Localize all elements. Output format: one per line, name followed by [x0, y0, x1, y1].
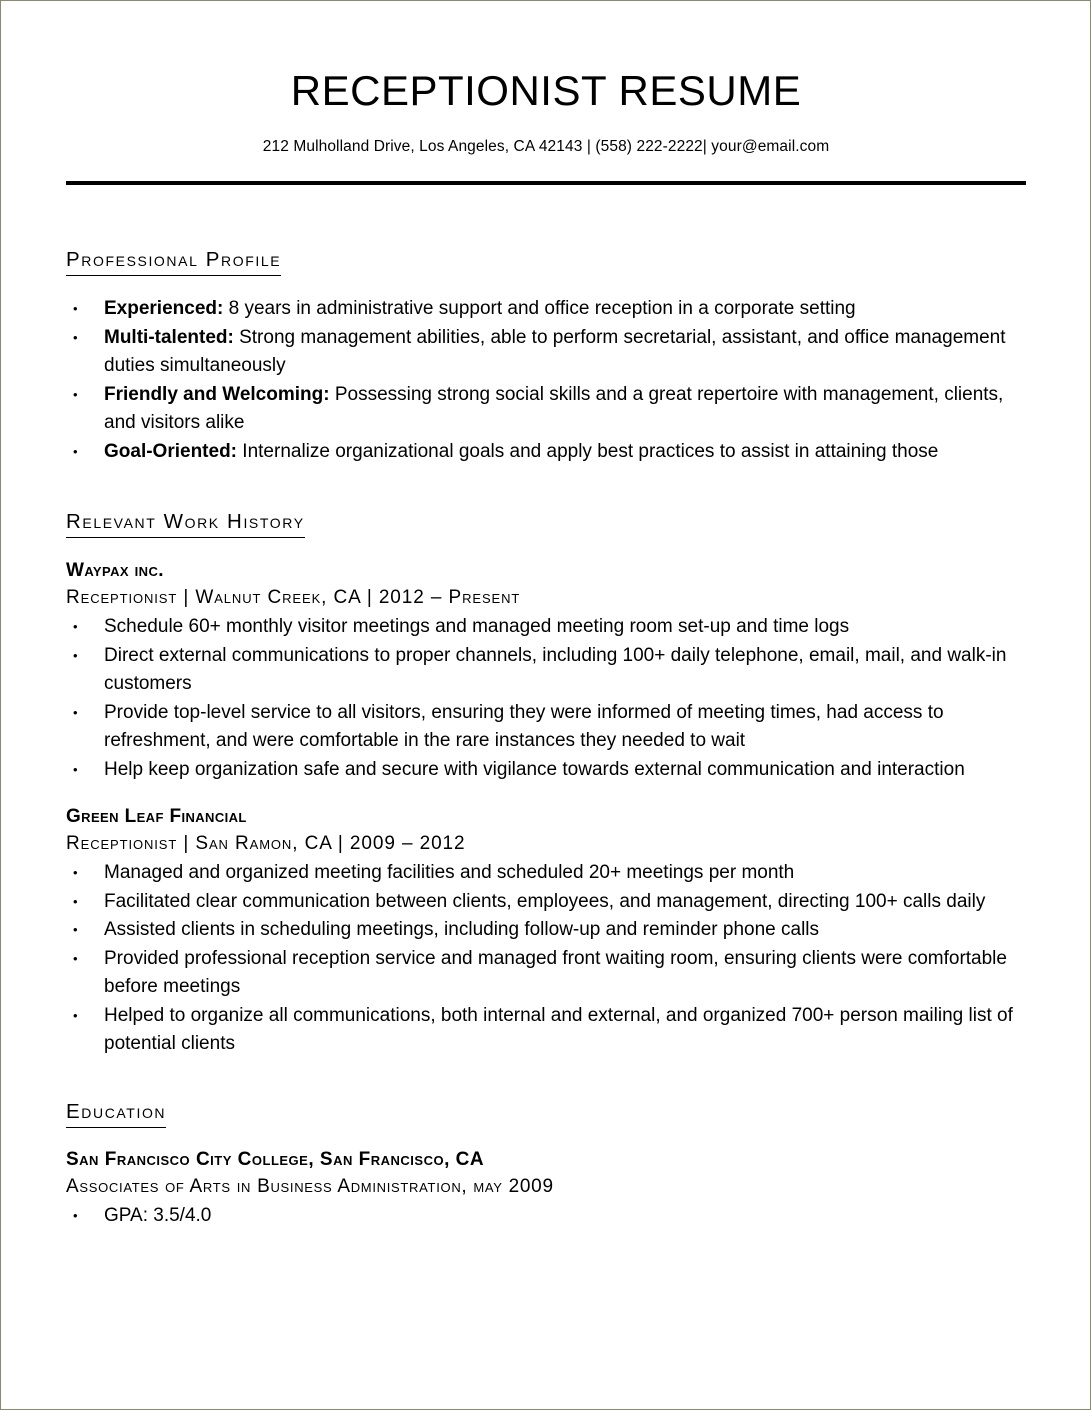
list-item-text: Provided professional reception service and managed front waiting room, ensuring clients were comfortable before meetings [104, 947, 1007, 997]
job-bullet-list [66, 613, 1026, 784]
section-heading-work-history: Relevant Work History [66, 509, 305, 538]
list-item-lead: Goal-Oriented: [104, 440, 238, 462]
job-entry-green-leaf-financial [66, 804, 1026, 1059]
job-title-location-dates: Receptionist | Walnut Creek, CA | 2012 – Present [66, 587, 521, 608]
list-item-text: Internalize organizational goals and apply best practices to assist in attaining those [237, 440, 939, 462]
bullet-icon: • [73, 950, 78, 966]
list-item [66, 1002, 1026, 1059]
list-item-text: GPA: 3.5/4.0 [104, 1204, 212, 1226]
education-bullet-list [66, 1202, 1026, 1231]
bullet-icon: • [73, 301, 78, 316]
list-item [66, 699, 1026, 756]
list-item-text: Strong management abilities, able to perform secretarial, assistant, and office management duties simultaneously [104, 326, 1006, 376]
job-company-name: Green Leaf Financial [66, 806, 247, 827]
list-item [66, 916, 1026, 945]
list-item [66, 945, 1026, 1002]
contact-line: 212 Mulholland Drive, Los Angeles, CA 42143 | (558) 222-2222| your@email.com [262, 138, 830, 155]
list-item-text: Facilitated clear communication between clients, employees, and management, directing 100+ calls daily [104, 890, 986, 912]
list-item [66, 295, 1026, 324]
bullet-icon: • [73, 893, 78, 909]
bullet-icon: • [73, 443, 78, 459]
bullet-icon: • [73, 386, 78, 402]
bullet-icon: • [73, 922, 78, 937]
section-education [66, 1099, 1026, 1231]
bullet-icon: • [73, 1007, 78, 1023]
profile-bullet-list [66, 295, 1026, 466]
list-item-text: Managed and organized meeting facilities and scheduled 20+ meetings per month [104, 862, 795, 883]
list-item [66, 438, 1026, 467]
list-item-lead: Multi-talented: [104, 326, 234, 348]
list-item [66, 756, 1026, 785]
list-item-text: Direct external communications to proper channels, including 100+ daily telephone, email, mail, and walk-in customers [104, 644, 1007, 694]
bullet-icon: • [73, 865, 78, 880]
list-item-text: Provide top-level service to all visitors, ensuring they were informed of meeting times, had access to refreshment, and were comfortable in the rare instances they needed to wait [104, 701, 944, 751]
header-divider [66, 181, 1026, 185]
section-professional-profile [66, 247, 1026, 466]
list-item [66, 324, 1026, 381]
list-item [66, 1202, 1026, 1231]
page-title: RECEPTIONIST RESUME [290, 67, 802, 114]
list-item-text: Assisted clients in scheduling meetings, including follow-up and reminder phone calls [104, 919, 820, 940]
list-item [66, 642, 1026, 699]
list-item [66, 888, 1026, 917]
job-entry-waypax [66, 558, 1026, 784]
bullet-icon: • [73, 647, 78, 663]
list-item-lead: Experienced: [104, 298, 224, 319]
list-item-text: Helped to organize all communications, both internal and external, and organized 700+ person mailing list of potential clients [104, 1004, 1013, 1054]
list-item-text: Possessing strong social skills and a great repertoire with management, clients, and visitors alike [104, 383, 1004, 433]
list-item [66, 859, 1026, 888]
list-item-lead: Friendly and Welcoming: [104, 383, 330, 405]
job-title-location-dates: Receptionist | San Ramon, CA | 2009 – 2012 [66, 833, 466, 854]
bullet-icon: • [73, 704, 78, 720]
list-item-text: 8 years in administrative support and office reception in a corporate setting [223, 298, 856, 319]
section-relevant-work-history [66, 509, 1026, 1059]
list-item [66, 381, 1026, 438]
bullet-icon: • [73, 761, 78, 777]
bullet-icon: • [73, 329, 78, 345]
education-school: San Francisco City College, San Francisco, CA [66, 1148, 485, 1170]
job-company-name: Waypax inc. [66, 560, 164, 581]
section-heading-education: Education [66, 1099, 166, 1128]
resume-content [66, 1, 1026, 1230]
list-item-text: Schedule 60+ monthly visitor meetings and managed meeting room set-up and time logs [104, 616, 850, 637]
bullet-icon: • [73, 619, 78, 634]
section-heading-professional-profile: Professional Profile [66, 247, 281, 276]
list-item [66, 613, 1026, 642]
job-bullet-list [66, 859, 1026, 1059]
bullet-icon: • [73, 1207, 78, 1223]
education-degree: Associates of Arts in Business Administration, may 2009 [66, 1175, 554, 1197]
list-item-text: Help keep organization safe and secure with vigilance towards external communication and interaction [104, 758, 965, 780]
